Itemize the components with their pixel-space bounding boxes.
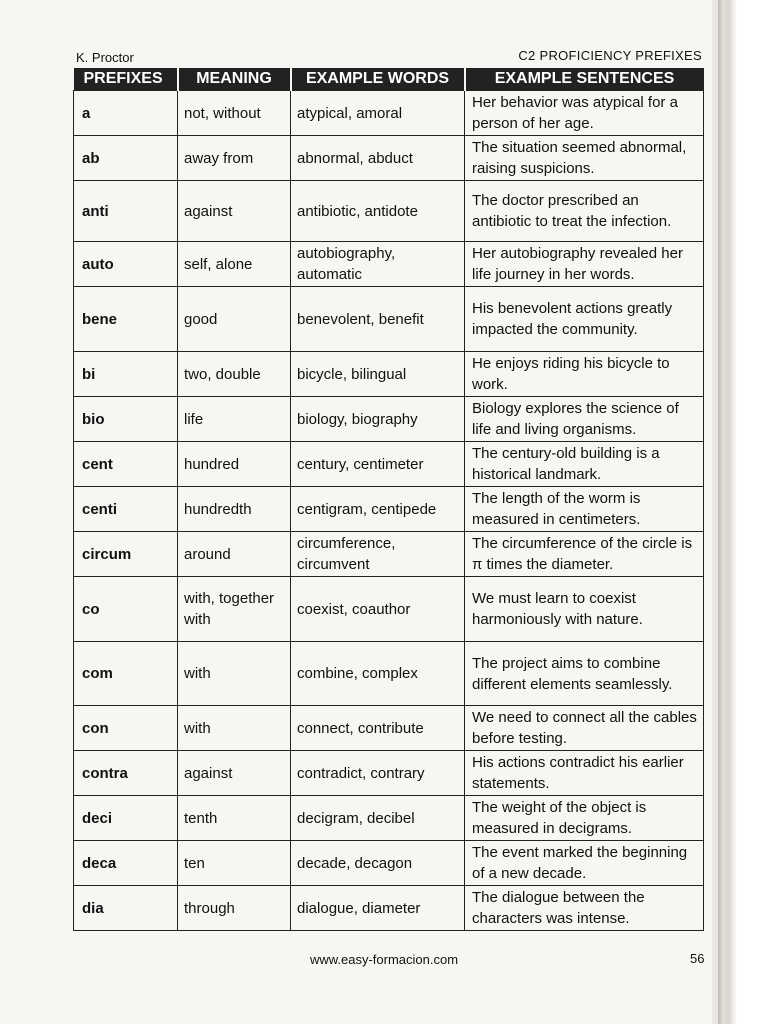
example-sentence-cell: The century-old building is a historical landmark.: [465, 442, 704, 487]
example-words-cell: bicycle, bilingual: [291, 352, 465, 397]
prefix-cell: anti: [74, 181, 178, 242]
meaning-cell: with, together with: [178, 577, 291, 642]
example-sentence-cell: Biology explores the science of life and living organisms.: [465, 397, 704, 442]
example-words-cell: abnormal, abduct: [291, 136, 465, 181]
meaning-cell: good: [178, 287, 291, 352]
example-sentence-cell: The doctor prescribed an antibiotic to treat the infection.: [465, 181, 704, 242]
table-row: [74, 397, 704, 442]
table-row: [74, 181, 704, 242]
table-row: [74, 532, 704, 577]
example-words-cell: decade, decagon: [291, 841, 465, 886]
meaning-cell: hundred: [178, 442, 291, 487]
table-row: [74, 287, 704, 352]
prefix-cell: ab: [74, 136, 178, 181]
table-header-row: [74, 68, 704, 91]
example-sentence-cell: His actions contradict his earlier statements.: [465, 751, 704, 796]
column-header-example-words: EXAMPLE WORDS: [291, 68, 465, 91]
author-name: K. Proctor: [76, 50, 134, 65]
table-row: [74, 487, 704, 532]
prefix-cell: centi: [74, 487, 178, 532]
prefix-table: [73, 68, 704, 931]
example-sentence-cell: The weight of the object is measured in decigrams.: [465, 796, 704, 841]
prefix-cell: bio: [74, 397, 178, 442]
example-sentence-cell: We must learn to coexist harmoniously with nature.: [465, 577, 704, 642]
example-words-cell: biology, biography: [291, 397, 465, 442]
footer-url: www.easy-formacion.com: [309, 952, 459, 967]
meaning-cell: hundredth: [178, 487, 291, 532]
example-words-cell: combine, complex: [291, 642, 465, 706]
meaning-cell: tenth: [178, 796, 291, 841]
example-words-cell: circumference, circumvent: [291, 532, 465, 577]
example-sentence-cell: The situation seemed abnormal, raising suspicions.: [465, 136, 704, 181]
table-row: [74, 352, 704, 397]
example-sentence-cell: The circumference of the circle is π times the diameter.: [465, 532, 704, 577]
table-row: [74, 796, 704, 841]
example-sentence-cell: He enjoys riding his bicycle to work.: [465, 352, 704, 397]
page-header-title: C2 PROFICIENCY PREFIXES: [518, 48, 702, 63]
prefix-cell: a: [74, 91, 178, 136]
table-row: [74, 242, 704, 287]
prefix-cell: contra: [74, 751, 178, 796]
table-row: [74, 706, 704, 751]
meaning-cell: ten: [178, 841, 291, 886]
example-words-cell: atypical, amoral: [291, 91, 465, 136]
table-row: [74, 91, 704, 136]
prefix-cell: cent: [74, 442, 178, 487]
example-words-cell: decigram, decibel: [291, 796, 465, 841]
meaning-cell: against: [178, 181, 291, 242]
example-words-cell: century, centimeter: [291, 442, 465, 487]
example-words-cell: benevolent, benefit: [291, 287, 465, 352]
prefix-cell: bene: [74, 287, 178, 352]
table-row: [74, 136, 704, 181]
meaning-cell: away from: [178, 136, 291, 181]
example-sentence-cell: We need to connect all the cables before testing.: [465, 706, 704, 751]
example-sentence-cell: Her behavior was atypical for a person of her age.: [465, 91, 704, 136]
meaning-cell: with: [178, 706, 291, 751]
table-row: [74, 751, 704, 796]
example-sentence-cell: The length of the worm is measured in centimeters.: [465, 487, 704, 532]
meaning-cell: two, double: [178, 352, 291, 397]
table-row: [74, 642, 704, 706]
meaning-cell: not, without: [178, 91, 291, 136]
prefix-cell: deca: [74, 841, 178, 886]
example-sentence-cell: His benevolent actions greatly impacted the community.: [465, 287, 704, 352]
table-row: [74, 442, 704, 487]
example-words-cell: centigram, centipede: [291, 487, 465, 532]
prefix-cell: bi: [74, 352, 178, 397]
column-header-meaning: MEANING: [178, 68, 291, 91]
table-row: [74, 841, 704, 886]
prefix-cell: auto: [74, 242, 178, 287]
example-words-cell: dialogue, diameter: [291, 886, 465, 931]
column-header-example-sentences: EXAMPLE SENTENCES: [465, 68, 704, 91]
example-sentence-cell: Her autobiography revealed her life journey in her words.: [465, 242, 704, 287]
meaning-cell: through: [178, 886, 291, 931]
prefix-cell: con: [74, 706, 178, 751]
prefix-cell: com: [74, 642, 178, 706]
prefix-cell: dia: [74, 886, 178, 931]
prefix-cell: deci: [74, 796, 178, 841]
example-sentence-cell: The project aims to combine different elements seamlessly.: [465, 642, 704, 706]
example-words-cell: antibiotic, antidote: [291, 181, 465, 242]
page-number: 56: [690, 951, 705, 966]
table-row: [74, 886, 704, 931]
meaning-cell: with: [178, 642, 291, 706]
table-body: [74, 91, 704, 931]
book-spine-shadow: [718, 0, 724, 1024]
example-words-cell: autobiography, automatic: [291, 242, 465, 287]
example-words-cell: connect, contribute: [291, 706, 465, 751]
table-row: [74, 577, 704, 642]
meaning-cell: life: [178, 397, 291, 442]
prefix-cell: co: [74, 577, 178, 642]
meaning-cell: against: [178, 751, 291, 796]
column-header-prefixes: PREFIXES: [74, 68, 178, 91]
example-words-cell: contradict, contrary: [291, 751, 465, 796]
example-words-cell: coexist, coauthor: [291, 577, 465, 642]
meaning-cell: around: [178, 532, 291, 577]
prefix-cell: circum: [74, 532, 178, 577]
example-sentence-cell: The dialogue between the characters was intense.: [465, 886, 704, 931]
meaning-cell: self, alone: [178, 242, 291, 287]
example-sentence-cell: The event marked the beginning of a new decade.: [465, 841, 704, 886]
